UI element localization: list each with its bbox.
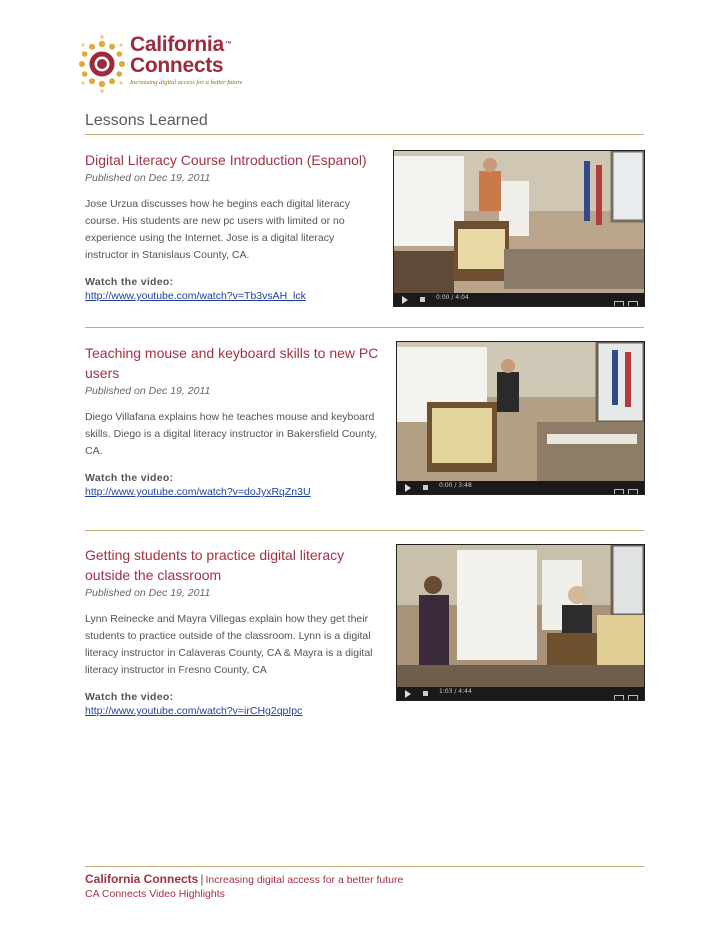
- logo-line-2: Connects: [130, 54, 224, 77]
- video-title: Digital Literacy Course Introduction (Espanol): [85, 152, 367, 168]
- footer-divider: [85, 866, 644, 867]
- video-entry-2: [85, 343, 380, 498]
- video-thumbnail-1[interactable]: [393, 150, 645, 307]
- volume-icon[interactable]: [423, 485, 428, 490]
- player-buttons: [610, 484, 638, 495]
- settings-icon[interactable]: [614, 489, 624, 495]
- watch-label: Watch the video:: [85, 276, 174, 288]
- footer-brand-line: [85, 872, 403, 886]
- play-icon[interactable]: [405, 484, 411, 492]
- video-time: 0:00 / 4:04: [436, 294, 469, 301]
- video-description: Lynn Reinecke and Mayra Villegas explain how they get their students to practice outside of the classroom. Lynn is a digital literacy instructor in Calaveras County, CA & Mayra is a digital literacy instructor in Fresno County, CA: [85, 613, 373, 676]
- video-time: 0:00 / 3:48: [439, 482, 472, 489]
- video-entry-1: [85, 150, 380, 302]
- published-date: Published on Dec 19, 2011: [85, 587, 211, 599]
- footer-separator: |: [200, 872, 204, 886]
- settings-icon[interactable]: [614, 301, 624, 307]
- footer-brand: California Connects: [85, 872, 199, 886]
- video-controls: [397, 481, 644, 494]
- player-buttons: [610, 296, 638, 307]
- video-link[interactable]: http://www.youtube.com/watch?v=irCHg2qpIpc: [85, 705, 303, 717]
- video-thumbnail-2[interactable]: [396, 341, 645, 495]
- play-icon[interactable]: [405, 690, 411, 698]
- logo-wordmark: [130, 34, 243, 86]
- section-divider: [85, 134, 644, 135]
- published-date: Published on Dec 19, 2011: [85, 385, 211, 397]
- video-description: Diego Villafana explains how he teaches mouse and keyboard skills. Diego is a digital literacy instructor in Bakersfield County, CA.: [85, 411, 378, 457]
- play-icon[interactable]: [402, 296, 408, 304]
- video-link[interactable]: http://www.youtube.com/watch?v=doJyxRqZn3U: [85, 486, 311, 498]
- video-time: 1:03 / 4:44: [439, 688, 472, 695]
- watch-label: Watch the video:: [85, 691, 174, 703]
- logo-tagline: Increasing digital access for a better future: [130, 79, 243, 86]
- california-connects-logo: [78, 34, 258, 100]
- video-entry-3: [85, 545, 380, 717]
- player-buttons: [610, 690, 638, 701]
- footer-subtitle: CA Connects Video Highlights: [85, 888, 225, 900]
- section-title: Lessons Learned: [85, 112, 208, 129]
- settings-icon[interactable]: [614, 695, 624, 701]
- classroom-scene-image: [397, 342, 644, 481]
- sunburst-logo-icon: [78, 34, 128, 96]
- footer-tagline: Increasing digital access for a better future: [205, 874, 404, 886]
- classroom-scene-image: [394, 151, 644, 293]
- fullscreen-icon[interactable]: [628, 301, 638, 307]
- classroom-scene-image: [397, 545, 644, 687]
- volume-icon[interactable]: [420, 297, 425, 302]
- entry-divider: [85, 327, 644, 328]
- video-thumbnail-3[interactable]: [396, 544, 645, 701]
- entry-divider: [85, 530, 644, 531]
- video-controls: [397, 687, 644, 700]
- fullscreen-icon[interactable]: [628, 695, 638, 701]
- published-date: Published on Dec 19, 2011: [85, 172, 211, 184]
- video-link[interactable]: http://www.youtube.com/watch?v=Tb3vsAH_lck: [85, 290, 306, 302]
- trademark: ™: [224, 41, 232, 48]
- logo-line-1: California: [130, 33, 224, 56]
- video-title: Getting students to practice digital literacy outside the classroom: [85, 547, 345, 583]
- video-controls: [394, 293, 644, 306]
- watch-label: Watch the video:: [85, 472, 174, 484]
- volume-icon[interactable]: [423, 691, 428, 696]
- video-title: Teaching mouse and keyboard skills to new PC users: [85, 345, 379, 381]
- video-description: Jose Urzua discusses how he begins each digital literacy course. His students are new pc users with limited or no experience using the Internet. Jose is a digital literacy instructor in Stanislaus County, CA.: [85, 198, 350, 261]
- fullscreen-icon[interactable]: [628, 489, 638, 495]
